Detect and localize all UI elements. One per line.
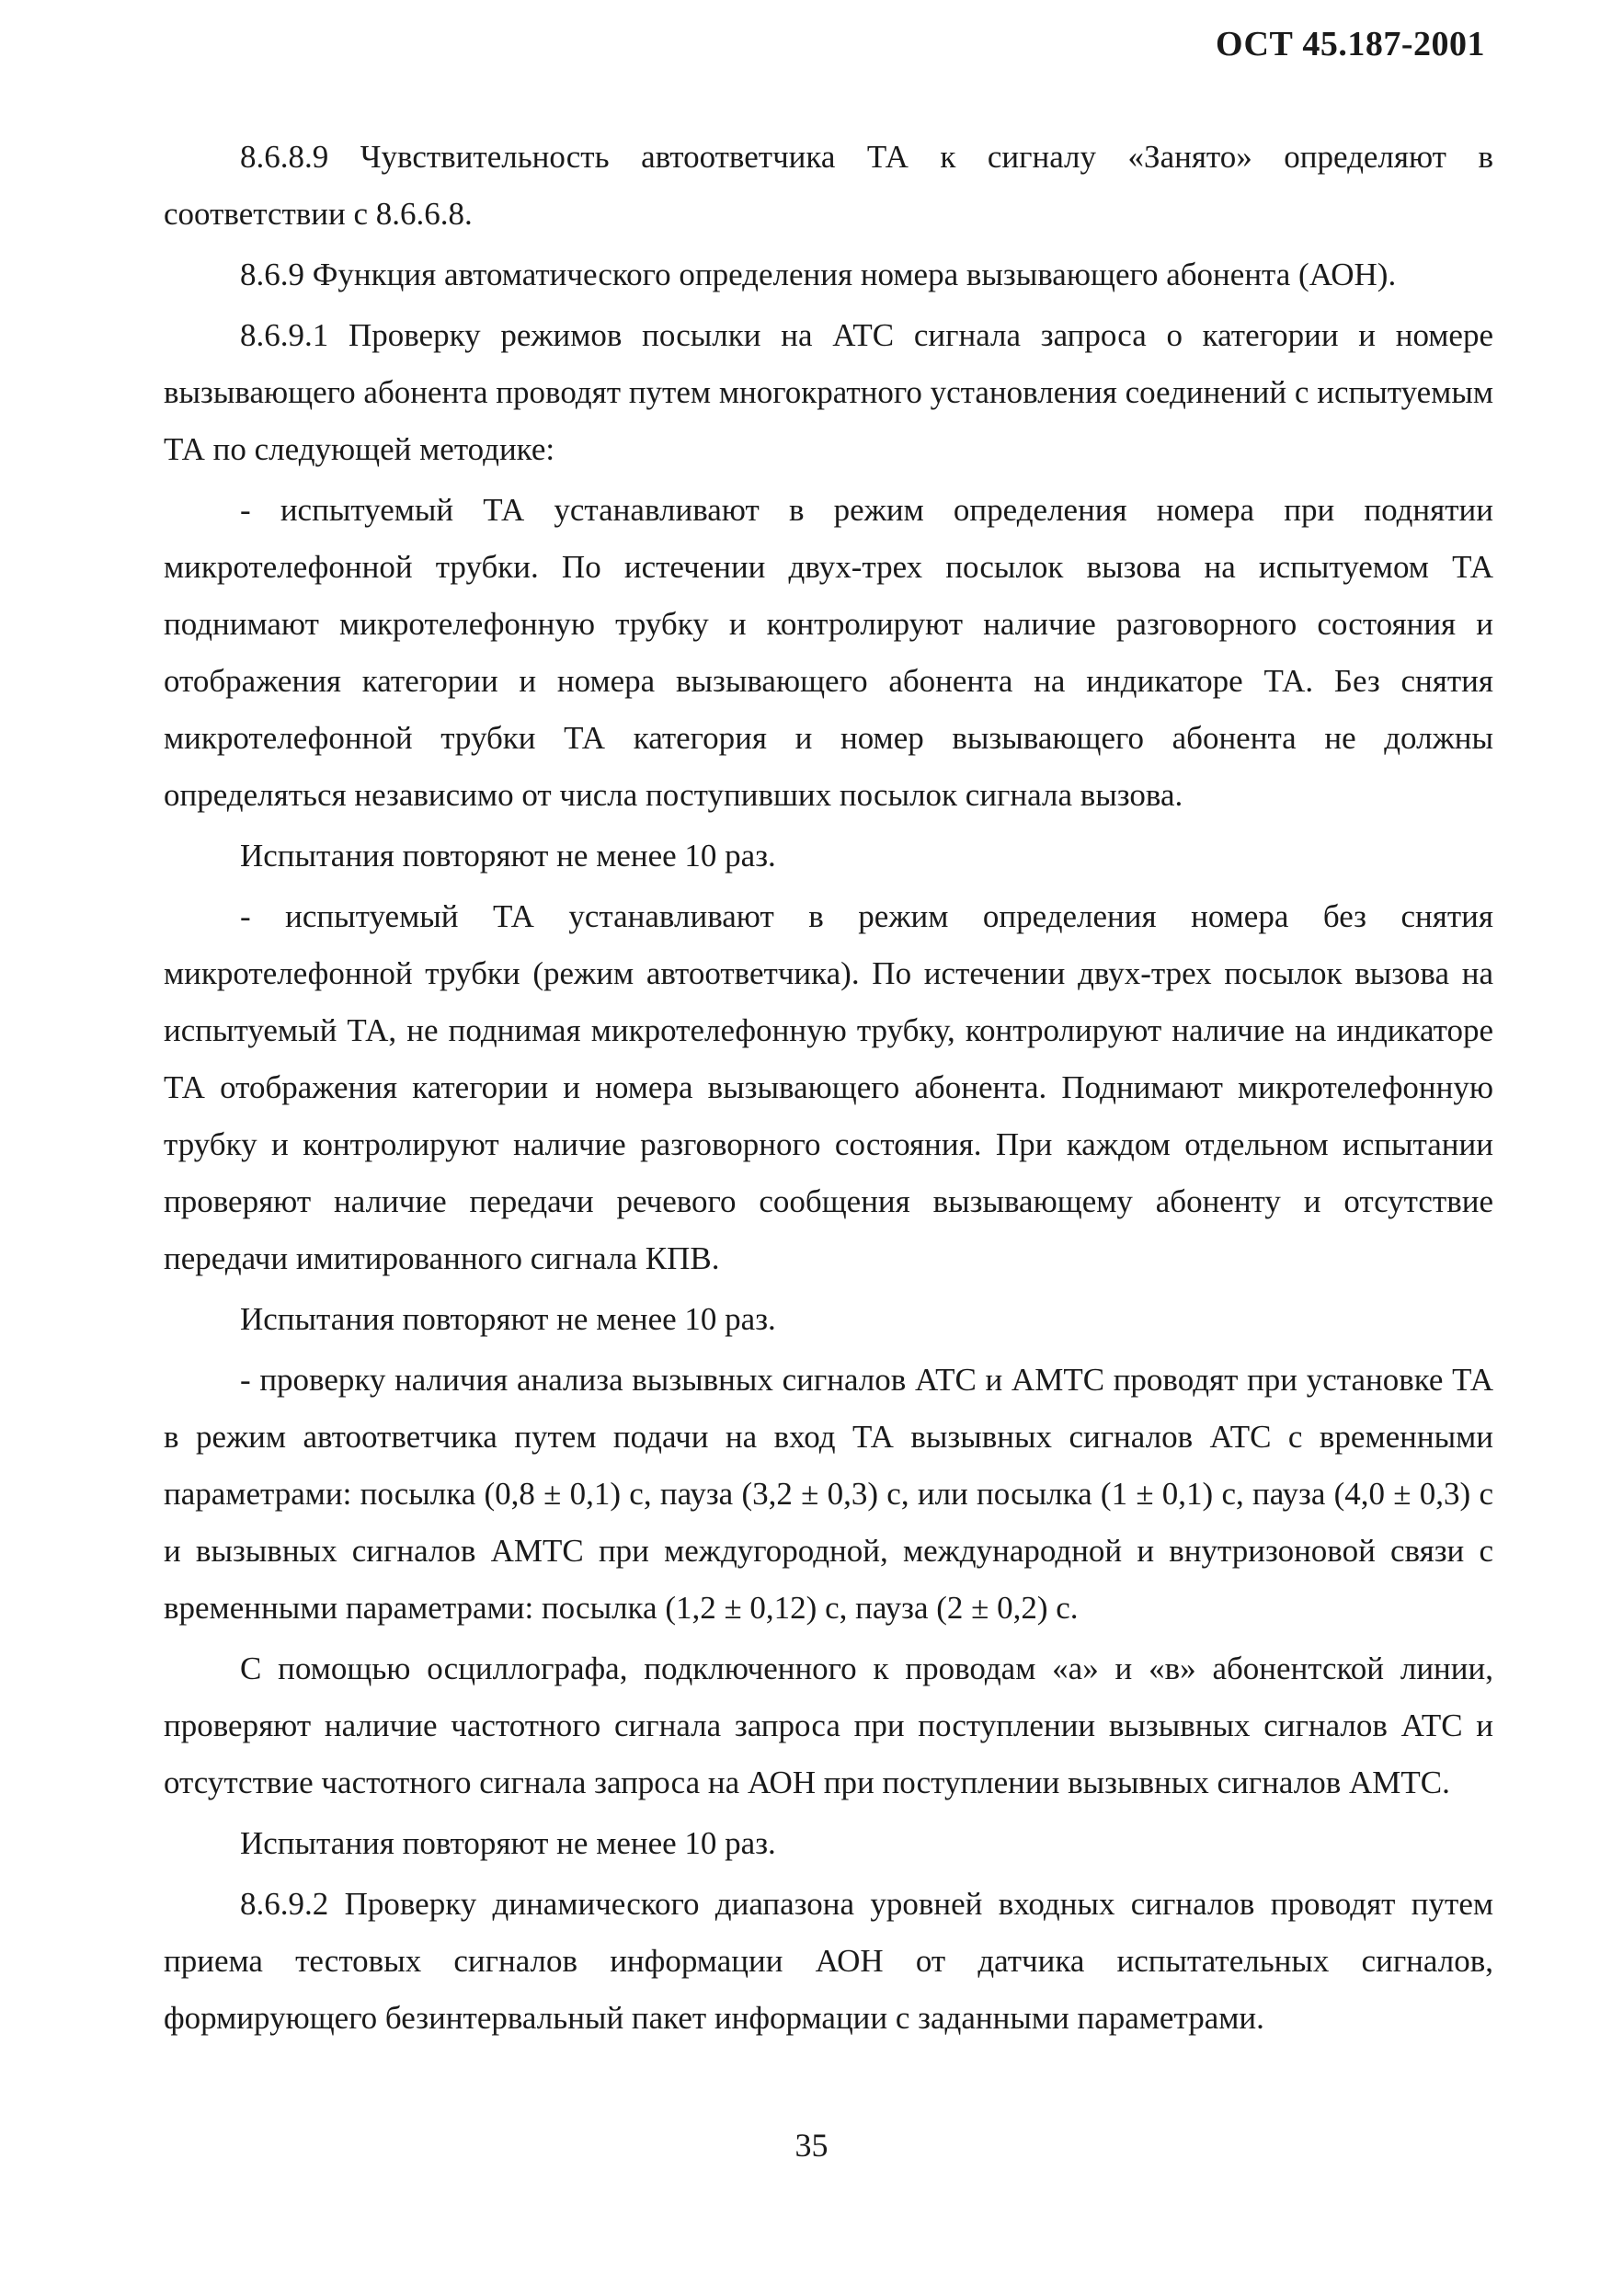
section-heading-8-6-9: 8.6.9 Функция автоматического определения номера вызывающего абонента (АОН). (240, 257, 1397, 292)
paragraph-oscilloscope-check: С помощью осциллографа, подключенного к проводам «а» и «в» абонентской линии, проверяют наличие частотного сигнала запроса при поступлении вызывных сигналов АТС и отсутствие частотного сигнала запроса на АОН при поступлении вызывных сигналов АМТС. (164, 1651, 1493, 1800)
paragraph-8-6-9-1: 8.6.9.1 Проверку режимов посылки на АТС сигнала запроса о категории и номере вызывающего абонента проводят путем многократного установления соединений с испытуемым ТА по следующей методике: (164, 317, 1493, 467)
repeat-note: Испытания повторяют не менее 10 раз. (240, 1825, 776, 1861)
list-item-handset-mode: - испытуемый ТА устанавливают в режим определения номера при поднятии микротелефонной трубки. По истечении двух-трех посылок вызова на испытуемом ТА поднимают микротелефонную трубку и контролируют наличие разговорного состояния и отображения категории и номера вызывающего абонента на индикаторе ТА. Без снятия микротелефонной трубки ТА категория и номер вызывающего абонента не должны определяться независимо от числа поступивших посылок сигнала вызова. (164, 492, 1493, 813)
paragraph-8-6-8-9: 8.6.8.9 Чувствительность автоответчика ТА к сигналу «Занято» определяют в соответствии с 8.6.6.8. (164, 139, 1493, 232)
list-item-answering-machine-mode: - испытуемый ТА устанавливают в режим определения номера без снятия микротелефонной трубки (режим автоответчика). По истечении двух-трех посылок вызова на испытуемый ТА, не поднимая микротелефонную трубку, контролируют наличие на индикаторе ТА отображения категории и номера вызывающего абонента. Поднимают микротелефонную трубку и контролируют наличие разговорного состояния. При каждом отдельном испытании проверяют наличие передачи речевого сообщения вызывающему абоненту и отсутствие передачи имитированного сигнала КПВ. (164, 898, 1493, 1276)
paragraph-8-6-9-2: 8.6.9.2 Проверку динамического диапазона уровней входных сигналов проводят путем приема тестовых сигналов информации АОН от датчика испытательных сигналов, формирующего безинтервальный пакет информации с заданными параметрами. (164, 1886, 1493, 2036)
repeat-note: Испытания повторяют не менее 10 раз. (240, 1301, 776, 1337)
repeat-note: Испытания повторяют не менее 10 раз. (240, 838, 776, 874)
document-code: ОСТ 45.187-2001 (1216, 25, 1485, 63)
list-item-ringing-analysis: - проверку наличия анализа вызывных сигналов АТС и АМТС проводят при установке ТА в режим автоответчика путем подачи на вход ТА вызывных сигналов АТС с временными параметрами: посылка (0,8 ± 0,1) с, пауза (3,2 ± 0,3) с, или посылка (1 ± 0,1) с, пауза (4,0 ± 0,3) с и вызывных сигналов АМТС при междугородной, международной и внутризоновой связи с временными параметрами: посылка (1,2 ± 0,12) с, пауза (2 ± 0,2) с. (164, 1362, 1493, 1626)
page-number: 35 (794, 2127, 829, 2164)
document-body (164, 129, 1493, 2047)
